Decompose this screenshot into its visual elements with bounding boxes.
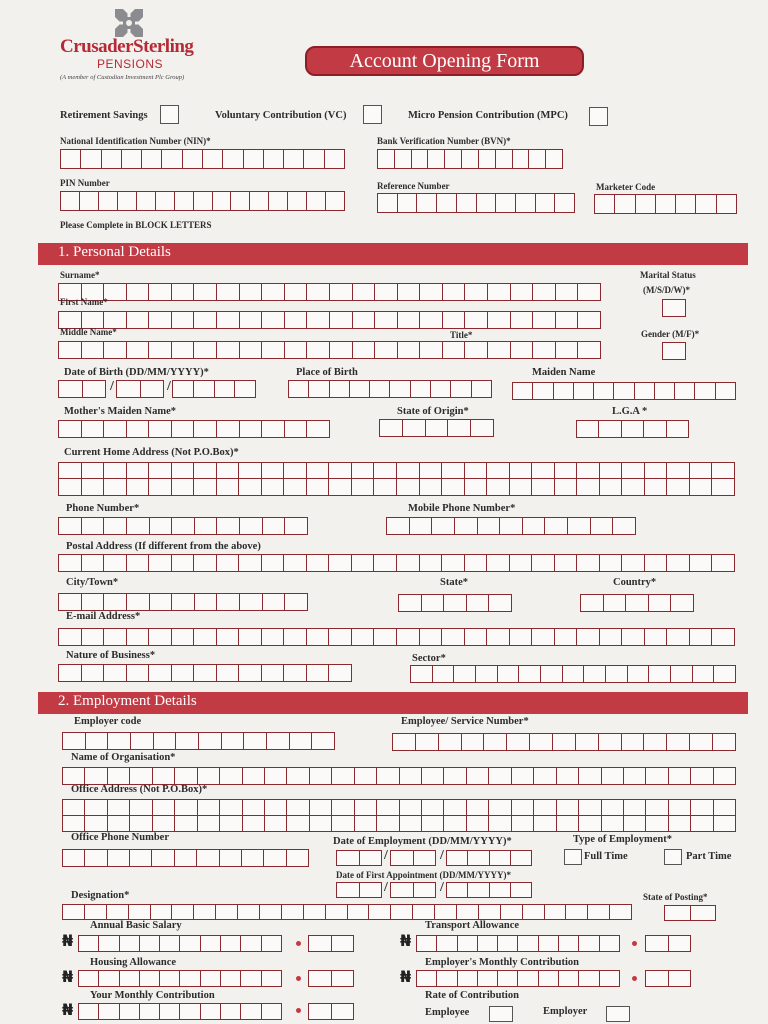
marital-status-box[interactable] — [662, 299, 686, 317]
employment-details-header — [38, 692, 748, 714]
first-appointment-day[interactable] — [336, 882, 382, 898]
maiden-name-label: Maiden Name — [532, 367, 596, 378]
brand-name: CrusaderSterling — [60, 36, 194, 57]
designation-boxes[interactable] — [62, 904, 632, 920]
mobile-label: Mobile Phone Number* — [408, 503, 516, 514]
sector-label: Sector* — [412, 653, 446, 664]
micro-pension-label: Micro Pension Contribution (MPC) — [408, 110, 568, 121]
first-name-label: First Name* — [60, 297, 108, 307]
date-employment-slash-1: / — [384, 848, 388, 863]
pin-label: PIN Number — [60, 178, 110, 188]
date-employment-year[interactable] — [446, 850, 532, 866]
place-of-birth-boxes[interactable] — [288, 380, 492, 398]
pin-boxes[interactable] — [60, 191, 345, 211]
state-label: State* — [440, 577, 468, 588]
block-letters-note: Please Complete in BLOCK LETTERS — [60, 220, 212, 230]
phone-boxes[interactable] — [58, 517, 308, 535]
first-appointment-slash-2: / — [440, 880, 444, 895]
dob-label: Date of Birth (DD/MM/YYYY)* — [64, 367, 209, 378]
home-address-boxes-1[interactable] — [58, 462, 735, 479]
bvn-boxes[interactable] — [377, 149, 563, 169]
employer-code-label: Employer code — [74, 716, 142, 727]
city-label: City/Town* — [66, 577, 119, 588]
first-appointment-month[interactable] — [390, 882, 436, 898]
state-boxes[interactable] — [398, 594, 512, 612]
date-employment-day[interactable] — [336, 850, 382, 866]
employer-code-boxes[interactable] — [62, 732, 335, 750]
lga-boxes[interactable] — [576, 420, 689, 438]
rate-label: Rate of Contribution — [425, 990, 519, 1001]
brand-tagline: (A member of Custodian Investment Plc Group) — [60, 74, 185, 81]
annual-basic-boxes[interactable] — [78, 935, 282, 952]
gender-label: Gender (M/F)* — [641, 329, 700, 339]
annual-basic-kobo[interactable] — [308, 935, 354, 952]
surname-boxes[interactable] — [58, 283, 601, 301]
employer-monthly-naira-icon: ₦ — [400, 967, 412, 986]
maiden-name-boxes[interactable] — [512, 382, 736, 400]
dob-year-boxes[interactable] — [172, 380, 256, 398]
first-appointment-slash-1: / — [384, 880, 388, 895]
employer-monthly-decimal — [632, 976, 637, 981]
housing-kobo[interactable] — [308, 970, 354, 987]
office-phone-label: Office Phone Number — [71, 832, 169, 843]
phone-label: Phone Number* — [66, 503, 140, 514]
type-employment-label: Type of Employment* — [573, 834, 672, 845]
office-address-boxes-1[interactable] — [62, 799, 736, 816]
employment-details-title: 2. Employment Details — [58, 693, 197, 709]
reference-label: Reference Number — [377, 181, 450, 191]
employee-rate-label: Employee — [425, 1007, 470, 1018]
employer-monthly-kobo[interactable] — [645, 970, 691, 987]
brand-sub: PENSIONS — [97, 57, 164, 71]
state-posting-boxes[interactable] — [664, 905, 716, 921]
housing-decimal — [296, 976, 301, 981]
home-address-boxes-2[interactable] — [58, 478, 735, 496]
annual-basic-label: Annual Basic Salary — [90, 920, 182, 931]
office-address-label: Office Address (Not P.O.Box)* — [71, 784, 208, 795]
marketer-label: Marketer Code — [596, 182, 656, 192]
voluntary-contribution-checkbox[interactable] — [363, 105, 382, 124]
your-monthly-kobo[interactable] — [308, 1003, 354, 1020]
city-boxes[interactable] — [58, 593, 308, 611]
employer-monthly-boxes[interactable] — [416, 970, 620, 987]
retirement-savings-checkbox[interactable] — [160, 105, 179, 124]
retirement-savings-label: Retirement Savings — [60, 110, 148, 121]
transport-kobo[interactable] — [645, 935, 691, 952]
your-monthly-naira-icon: ₦ — [62, 1000, 74, 1019]
home-address-label: Current Home Address (Not P.O.Box)* — [64, 447, 239, 458]
employer-monthly-label: Employer's Monthly Contribution — [425, 957, 580, 968]
middle-name-boxes[interactable] — [58, 341, 601, 359]
office-address-boxes-2[interactable] — [62, 815, 736, 832]
dob-month-boxes[interactable] — [116, 380, 164, 398]
office-phone-boxes[interactable] — [62, 849, 309, 867]
country-label: Country* — [613, 577, 657, 588]
employer-rate-label: Employer — [543, 1006, 588, 1017]
mobile-boxes[interactable] — [386, 517, 636, 535]
full-time-label: Full Time — [584, 851, 628, 862]
nin-label: National Identification Number (NIN)* — [60, 136, 211, 146]
marital-codes-label: (M/S/D/W)* — [643, 285, 690, 295]
title-label: Title* — [450, 330, 473, 340]
marital-status-label: Marital Status — [640, 270, 696, 280]
part-time-checkbox[interactable] — [664, 849, 682, 865]
brand-logo-icon — [112, 6, 146, 40]
full-time-checkbox[interactable] — [564, 849, 582, 865]
service-number-label: Employee/ Service Number* — [401, 716, 529, 727]
email-label: E-mail Address* — [66, 611, 141, 622]
employer-rate-box[interactable] — [606, 1006, 630, 1022]
country-boxes[interactable] — [580, 594, 694, 612]
form-title-banner — [305, 46, 584, 76]
annual-basic-naira-icon: ₦ — [62, 931, 74, 950]
postal-address-label: Postal Address (If different from the above) — [66, 541, 261, 552]
first-name-boxes[interactable] — [58, 311, 601, 329]
housing-boxes[interactable] — [78, 970, 282, 987]
nature-of-business-boxes[interactable] — [58, 664, 352, 682]
personal-details-header — [38, 243, 748, 265]
housing-label: Housing Allowance — [90, 957, 177, 968]
dob-slash-1: / — [110, 379, 114, 394]
state-of-origin-boxes[interactable] — [379, 419, 494, 437]
first-appointment-year[interactable] — [446, 882, 532, 898]
lga-label: L.G.A * — [612, 406, 648, 417]
dob-slash-2: / — [167, 379, 171, 394]
voluntary-contribution-label: Voluntary Contribution (VC) — [215, 110, 347, 121]
organisation-boxes[interactable] — [62, 767, 736, 785]
middle-name-label: Middle Name* — [60, 327, 117, 337]
employee-rate-box[interactable] — [489, 1006, 513, 1022]
first-appointment-label: Date of First Appointment (DD/MM/YYYY)* — [336, 870, 511, 880]
state-posting-label: State of Posting* — [643, 892, 708, 902]
transport-boxes[interactable] — [416, 935, 620, 952]
nin-boxes[interactable] — [60, 149, 345, 169]
marketer-boxes[interactable] — [594, 194, 737, 214]
reference-boxes[interactable] — [377, 193, 575, 213]
housing-naira-icon: ₦ — [62, 967, 74, 986]
surname-label: Surname* — [60, 270, 100, 280]
annual-basic-decimal — [296, 941, 301, 946]
your-monthly-boxes[interactable] — [78, 1003, 282, 1020]
dob-day-boxes[interactable] — [58, 380, 106, 398]
designation-label: Designation* — [71, 890, 130, 901]
bvn-label: Bank Verification Number (BVN)* — [377, 136, 511, 146]
date-employment-slash-2: / — [440, 848, 444, 863]
mothers-maiden-boxes[interactable] — [58, 420, 330, 438]
personal-details-title: 1. Personal Details — [58, 244, 171, 260]
organisation-label: Name of Organisation* — [71, 752, 176, 763]
mothers-maiden-label: Mother's Maiden Name* — [64, 406, 176, 417]
date-employment-month[interactable] — [390, 850, 436, 866]
date-employment-label: Date of Employment (DD/MM/YYYY)* — [333, 836, 512, 847]
state-of-origin-label: State of Origin* — [397, 406, 469, 417]
your-monthly-label: Your Monthly Contribution — [90, 990, 215, 1001]
postal-address-boxes[interactable] — [58, 554, 735, 572]
place-of-birth-label: Place of Birth — [296, 367, 358, 378]
micro-pension-checkbox[interactable] — [589, 107, 608, 126]
transport-decimal — [632, 941, 637, 946]
form-title: Account Opening Form — [349, 50, 540, 72]
email-boxes[interactable] — [58, 628, 735, 646]
nature-of-business-label: Nature of Business* — [66, 650, 156, 661]
your-monthly-decimal — [296, 1008, 301, 1013]
transport-label: Transport Allowance — [425, 920, 520, 931]
gender-box[interactable] — [662, 342, 686, 360]
part-time-label: Part Time — [686, 851, 732, 862]
sector-boxes[interactable] — [410, 665, 736, 683]
transport-naira-icon: ₦ — [400, 931, 412, 950]
service-number-boxes[interactable] — [392, 733, 736, 751]
